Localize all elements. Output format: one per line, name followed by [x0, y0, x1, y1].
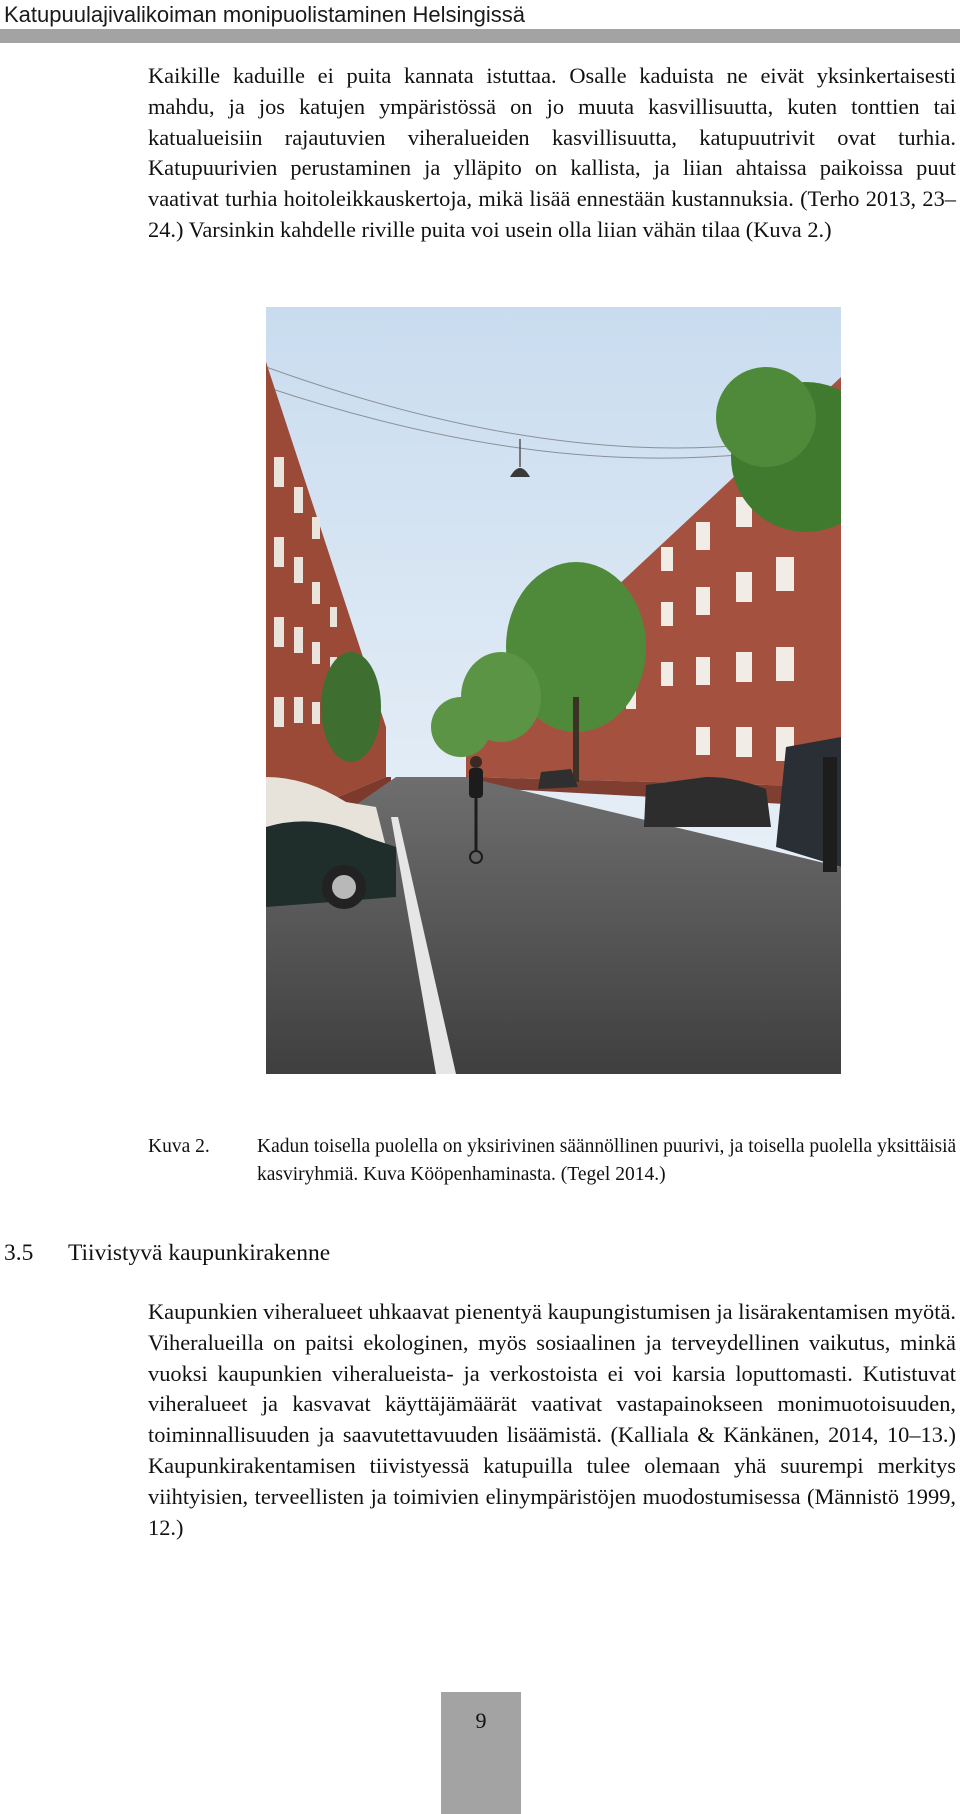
street-photo-figure — [266, 307, 841, 1074]
header-rule — [0, 29, 960, 43]
pedestrian — [823, 757, 837, 872]
figure-caption-label: Kuva 2. — [148, 1136, 210, 1157]
tree-trunk — [573, 697, 579, 782]
distant-car — [538, 769, 578, 789]
cyclist-body — [469, 768, 483, 798]
figure-caption-text: Kadun toisella puolella on yksirivinen säännöllinen puurivi, ja toisella puolella yksittäisiä kasviryhmiä. Kuva Kööpenhaminasta. (Tegel 2014.) — [257, 1136, 957, 1185]
street-photo — [266, 307, 841, 1074]
cyclist-head — [470, 756, 482, 768]
section-heading — [4, 1238, 330, 1268]
page-number-box — [441, 1692, 521, 1814]
running-header-title: Katupuulajivalikoiman monipuolistaminen Helsingissä — [4, 2, 525, 27]
section-title: Tiivistyvä kaupunkirakenne — [68, 1240, 331, 1266]
section-number: 3.5 — [4, 1240, 34, 1266]
tree-canopy-left — [321, 652, 381, 762]
body-paragraph-2: Kaupunkien viheralueet uhkaavat pienentyä kaupungistumisen ja lisärakentamisen myötä. Viheralueilla on paitsi ekologinen, myös sosiaalinen ja terveydellinen vaikutus, minkä vuoksi kaupunkien viheralueista- ja verkostoista ei voi karsia loputtomasti. Kutistuvat viheralueet ja kasvavat käyttäjämäärät vaativat vastapainokseen monimuotoisuuden, toiminnallisuuden ja saavutettavuuden lisäämistä. (Kalliala & Känkänen, 2014, 10–13.) Kaupunkirakentamisen tiivistyessä katupuilla tulee olemaan yhä suurempi merkitys viihtyisien, terveellisten ja toimivien elinympäristöjen muodostumisessa (Männistö 1999, 12.) — [148, 1299, 956, 1540]
parked-car-right — [644, 777, 771, 827]
tree-canopy — [431, 697, 491, 757]
page-number: 9 — [475, 1708, 487, 1733]
tree-canopy-right — [716, 367, 816, 467]
car-hubcap — [332, 875, 356, 899]
body-paragraph-1: Kaikille kaduille ei puita kannata istuttaa. Osalle kaduista ne eivät yksinkertaisesti mahdu, ja jos katujen ympäristössä on jo muuta kasvillisuutta, kuten tonttien tai katualueisiin rajautuvien viheralueiden kasvillisuutta, katupuutrivit ovat turhia. Katupuurivien perustaminen ja ylläpito on kallista, ja liian ahtaissa paikoissa puut vaativat turhia hoitoleikkauskertoja, mikä lisää ennestään kustannuksia. (Terho 2013, 23–24.) Varsinkin kahdelle riville puita voi usein olla liian vähän tilaa (Kuva 2.) — [148, 63, 956, 242]
